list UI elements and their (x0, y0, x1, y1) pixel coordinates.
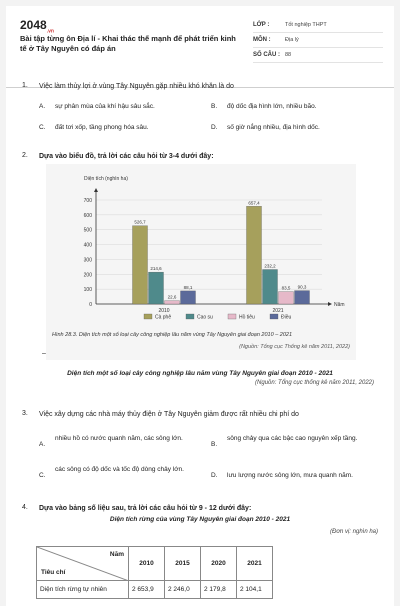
bar-Hồ tiêu (165, 301, 180, 304)
y-tick-label: 700 (83, 198, 92, 204)
chart-source: (Nguồn: Tổng cục thống kê năm 2011, 2022) (255, 380, 374, 386)
option-d[interactable]: D. lưu lượng nước sông lớn, mưa quanh năm. (211, 472, 353, 479)
legend-label: Cà phê (155, 314, 172, 321)
question-1 (22, 82, 382, 142)
y-tick-label: 500 (83, 227, 92, 234)
table-header-cell: 2015 (165, 547, 201, 581)
x-axis-label: Năm (334, 302, 345, 308)
option-d[interactable]: D. số giờ nắng nhiều, địa hình dốc. (211, 124, 320, 131)
document-title: Bài tập từng ôn Địa lí - Khai thác thế mạnh để phát triển kinh tế ở Tây Nguyên có đáp án (20, 34, 236, 54)
chart-figure (46, 164, 356, 360)
question-text: Dựa vào bảng số liệu sau, trả lời các câu hỏi từ 9 - 12 dưới đây: (39, 505, 252, 512)
y-tick-label: 600 (83, 212, 92, 219)
y-tick-label: 200 (83, 272, 92, 279)
meta-row-subject (253, 33, 383, 48)
bar-value-label: 657,4 (248, 200, 260, 206)
table-header-cell: 2020 (201, 547, 237, 581)
option-b[interactable]: B. sông chảy qua các bậc cao nguyên xếp tầng. (211, 435, 358, 448)
table-cell: 2 246,0 (165, 581, 201, 599)
table-row (37, 581, 273, 599)
legend-swatch (186, 314, 194, 319)
table-header-row (37, 547, 273, 581)
legend-swatch (228, 314, 236, 319)
option-a[interactable]: A. nhiều hồ có nước quanh năm, các sông lớn. (39, 435, 183, 448)
figure-source: (Nguồn: Tổng cục Thống kê năm 2011, 2022) (239, 344, 350, 350)
document-page (6, 6, 394, 606)
question-text: Việc xây dựng các nhà máy thủy điện ở Tây Nguyên giảm được rất nhiều chi phí do (39, 411, 299, 418)
question-3 (22, 410, 382, 500)
chart-caption: Diện tích một số loại cây công nghiệp lâu năm vùng Tây Nguyên giai đoạn 2010 - 2021 (67, 370, 333, 377)
meta-key: SỐ CÂU : (253, 52, 280, 58)
meta-value: 88 (285, 52, 292, 58)
document-header (6, 6, 394, 88)
legend-label: Hồ tiêu (239, 314, 255, 321)
meta-value: Địa lý (285, 37, 299, 43)
x-axis-arrow (328, 302, 332, 306)
table-corner-cell (37, 547, 129, 581)
bar-value-label: 526,7 (134, 219, 146, 225)
bar-Điều (295, 291, 310, 304)
question-number: 1. (22, 82, 28, 89)
legend-label: Cao su (197, 314, 213, 321)
bar-Điều (181, 291, 196, 304)
y-tick-label: 100 (83, 287, 92, 294)
option-a[interactable]: A. sự phân mùa của khí hậu sâu sắc. (39, 103, 155, 110)
y-axis-arrow (94, 188, 98, 192)
bar-chart (46, 164, 356, 360)
bar-Cao su (149, 272, 164, 304)
bar-value-label: 88,1 (183, 284, 193, 290)
meta-row-class (253, 18, 383, 33)
question-number: 2. (22, 152, 28, 159)
y-axis-label: Diện tích (nghìn ha) (84, 176, 128, 182)
site-logo[interactable]: $2048_{.vn}$ (20, 18, 54, 35)
question-number: 3. (22, 410, 28, 417)
table-header-cell: 2021 (237, 547, 273, 581)
question-number: 4. (22, 504, 28, 511)
legend-swatch (270, 314, 278, 319)
table-cell: 2 179,8 (201, 581, 237, 599)
option-b[interactable]: B. độ dốc địa hình lớn, nhiều bão. (211, 103, 317, 110)
question-text: Dựa vào biểu đồ, trả lời các câu hỏi từ 3-4 dưới đây: (39, 153, 214, 160)
legend-swatch (144, 314, 152, 319)
table-header-cell: 2010 (129, 547, 165, 581)
meta-row-count (253, 48, 383, 63)
y-tick-label: 300 (83, 257, 92, 264)
bar-Cao su (263, 270, 278, 304)
option-c[interactable]: C. các sông có độ dốc và tốc độ dòng chảy lớn. (39, 466, 184, 479)
forest-area-table (36, 546, 273, 599)
bar-value-label: 214,6 (150, 266, 162, 272)
table-unit: (Đơn vị: nghìn ha) (330, 529, 378, 535)
question-text: Việc làm thủy lợi ở vùng Tây Nguyên gặp nhiều khó khăn là do (39, 83, 234, 90)
bar-value-label: 22,6 (167, 294, 177, 300)
table-cell: 2 104,1 (237, 581, 273, 599)
bar-value-label: 83,5 (281, 285, 291, 291)
y-tick-label: 400 (83, 242, 92, 249)
table-cell: 2 653,9 (129, 581, 165, 599)
x-tick-label: 2010 (158, 308, 170, 314)
table-row-label: Diện tích rừng tự nhiên (37, 581, 129, 599)
bar-value-label: 232,2 (264, 263, 276, 269)
question-2 (22, 152, 382, 164)
corner-top-label: Năm (109, 551, 124, 558)
y-tick-label: 0 (89, 302, 92, 308)
corner-bottom-label: Tiêu chí (41, 569, 66, 576)
figure-caption: Hình 28.3. Diện tích một số loại cây công nghiệp lâu năm vùng Tây Nguyên giai đoạn 2010 – 2021 (52, 332, 293, 338)
question-4 (22, 504, 382, 516)
legend-label: Điều (281, 314, 292, 321)
table-caption: Diện tích rừng của vùng Tây Nguyên giai đoạn 2010 - 2021 (109, 516, 291, 523)
meta-table (253, 18, 383, 63)
bar-Cà phê (133, 226, 148, 304)
meta-key: LỚP : (253, 22, 270, 28)
meta-value: Tốt nghiệp THPT (285, 22, 327, 28)
bar-Hồ tiêu (279, 292, 294, 304)
dash-mark: – (42, 350, 46, 357)
x-tick-label: 2021 (272, 308, 284, 314)
option-c[interactable]: C. đất tơi xốp, tầng phong hóa sâu. (39, 124, 149, 131)
meta-key: MÔN : (253, 37, 271, 43)
bar-Cà phê (247, 206, 262, 304)
bar-value-label: 90,3 (297, 284, 307, 290)
